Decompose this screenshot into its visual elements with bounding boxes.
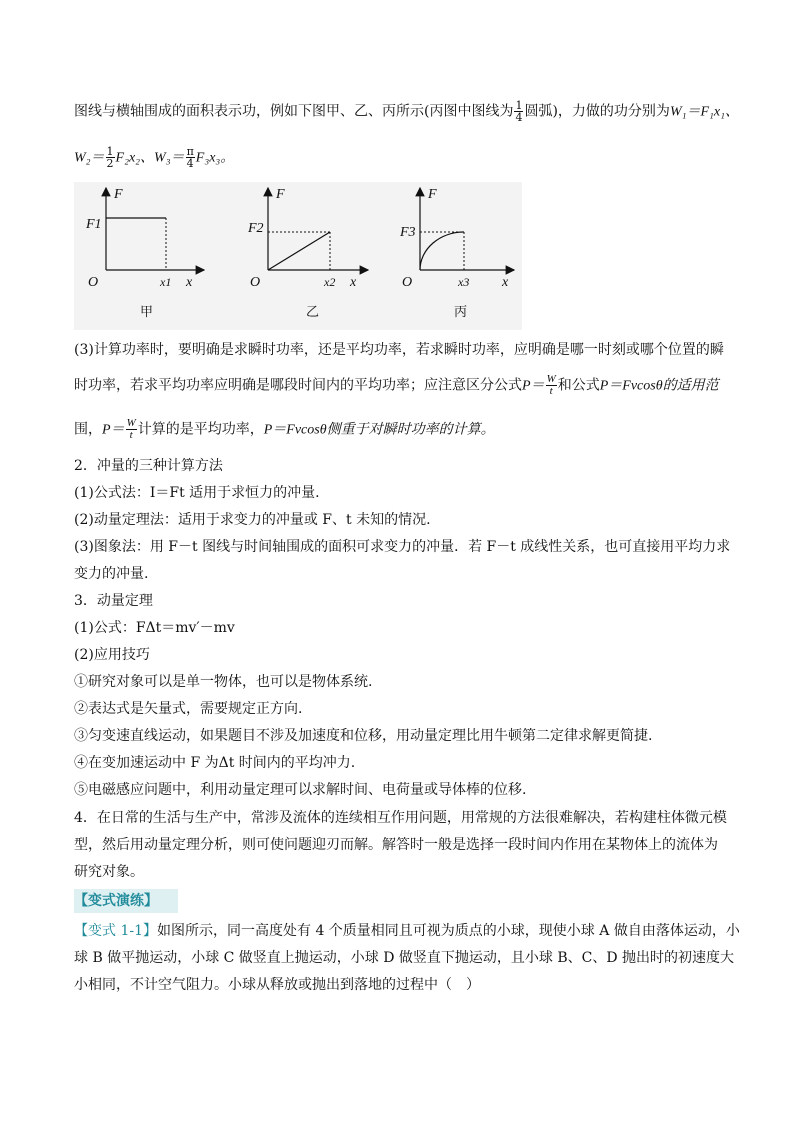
svg-text:x2: x2 (324, 275, 336, 289)
exercise-line-2: 球 B 做平抛运动，小球 C 做竖直上抛运动，小球 D 做竖直下抛运动，且小球 B、C、D 抛出时的初速度大 (74, 950, 735, 966)
svg-text:x: x (350, 275, 357, 290)
svg-text:丙: 丙 (454, 305, 468, 320)
text-line: (3)图象法：用 F－t 图线与时间轴围成的面积可求变力的冲量．若 F－t 成线性关系，也可直接用平均力求 (74, 539, 731, 555)
text-line: (2)应用技巧 (74, 647, 150, 663)
text-line: ②表达式是矢量式，需要规定正方向. (74, 701, 303, 717)
svg-text:F2: F2 (248, 221, 264, 236)
text-line: 3．动量定理 (74, 593, 153, 609)
svg-text:乙: 乙 (306, 305, 320, 320)
avg-power-formula: P＝ (522, 378, 545, 394)
svg-text:F: F (276, 187, 285, 202)
work-formula-2: W₂＝ (74, 150, 105, 166)
svg-text:O: O (402, 275, 413, 290)
intro-line-1 (74, 100, 739, 123)
svg-text:甲: 甲 (140, 305, 154, 320)
work-formula-2b: F₂x₂、W₃＝ (115, 150, 185, 166)
svg-text:F: F (114, 187, 123, 202)
svg-text:F: F (428, 187, 437, 202)
text-line: 4．在日常的生活与生产中，常涉及流体的连续相互作用问题，用常规的方法很难解决，若构建柱体微元模 (74, 810, 727, 826)
work-formula-3: F₃x₃。 (195, 150, 235, 166)
svg-text:x: x (186, 275, 193, 290)
svg-text:x1: x1 (160, 275, 172, 289)
power-text-2a: 时功率，若求平均功率应明确是哪段时间内的平均功率；应注意区分公式 (74, 377, 522, 394)
intro-line-2 (74, 146, 234, 169)
text-line: 型，然后用动量定理分析，则可使问题迎刃而解。解答时一般是选择一段时间内作用在某物体上的流体为 (74, 837, 718, 853)
text-line: ④在变加速运动中 F 为Δt 时间内的平均冲力. (74, 755, 356, 771)
svg-text:F1: F1 (86, 217, 102, 232)
power-text-3b: 计算的是平均功率， (137, 421, 264, 438)
power-text-2b: 和公式 (557, 377, 600, 394)
power-line-1: (3)计算功率时，要明确是求瞬时功率，还是平均功率，若求瞬时功率，应明确是哪一时刻或哪个位置的瞬 (74, 342, 724, 358)
power-line-2 (74, 374, 719, 397)
power-line-3 (74, 418, 495, 441)
fraction-w-over-t: $\frac{W}{t}$ (546, 373, 556, 397)
inst-power-formula-2: P＝Fvcosθ侧重于对瞬时功率的计算。 (263, 422, 495, 438)
intro-text-b: 圆弧)，力做的功分别为 (524, 103, 670, 120)
graph-jia (85, 187, 204, 320)
fraction-half: $\frac{1}{2}$ (106, 145, 114, 170)
svg-text:O: O (88, 275, 99, 290)
text-line: 2．冲量的三种计算方法 (74, 458, 223, 474)
text-line: 变力的冲量. (74, 566, 149, 582)
power-text-3a: 围， (74, 421, 102, 438)
text-line: ③匀变速直线运动，如果题目不涉及加速度和位移，用动量定理比用牛顿第二定律求解更简捷. (74, 728, 653, 744)
exercise-text-1: 如图所示，同一高度处有 4 个质量相同且可视为质点的小球，现使小球 A 做自由落体运动，小 (157, 923, 740, 939)
text-line: (1)公式：FΔt＝mv′－mv (74, 620, 235, 636)
figure-panel (74, 182, 522, 330)
text-line: 研究对象。 (74, 864, 144, 880)
svg-text:O: O (250, 275, 261, 290)
svg-text:x: x (502, 275, 509, 290)
inst-power-formula: P＝Fvcosθ的适用范 (599, 378, 719, 394)
svg-text:F3: F3 (400, 225, 416, 240)
fraction-w-over-t-2: $\frac{W}{t}$ (126, 417, 136, 441)
exercise-tag: 【变式 1-1】 (74, 923, 157, 939)
avg-power-formula-2: P＝ (102, 422, 125, 438)
text-line: ①研究对象可以是单一物体，也可以是物体系统. (74, 674, 373, 690)
exercise-line-3: 小相同，不计空气阻力。小球从释放或抛出到落地的过程中（ ） (74, 977, 480, 993)
fraction-quarter: $\frac{1}{4}$ (515, 99, 523, 124)
text-line: (2)动量定理法：适用于求变力的冲量或 F、t 未知的情况. (74, 512, 431, 528)
force-displacement-graphs (74, 182, 522, 330)
svg-text:x3: x3 (458, 275, 470, 289)
intro-text: 图线与横轴围成的面积表示功，例如下图甲、乙、丙所示(丙图中图线为 (74, 103, 514, 120)
text-line: ⑤电磁感应问题中，利用动量定理可以求解时间、电荷量或导体棒的位移. (74, 782, 527, 798)
work-formula-1: W₁＝F₁x₁、 (669, 104, 739, 120)
exercise-line-1 (74, 921, 740, 941)
fraction-pi-quarter: $\frac{\pi}{4}$ (186, 145, 194, 170)
graph-bing (399, 187, 514, 320)
section-tag: 【变式演练】 (74, 889, 178, 913)
graph-yi (247, 187, 368, 320)
text-line: (1)公式法：I＝Ft 适用于求恒力的冲量. (74, 485, 320, 501)
